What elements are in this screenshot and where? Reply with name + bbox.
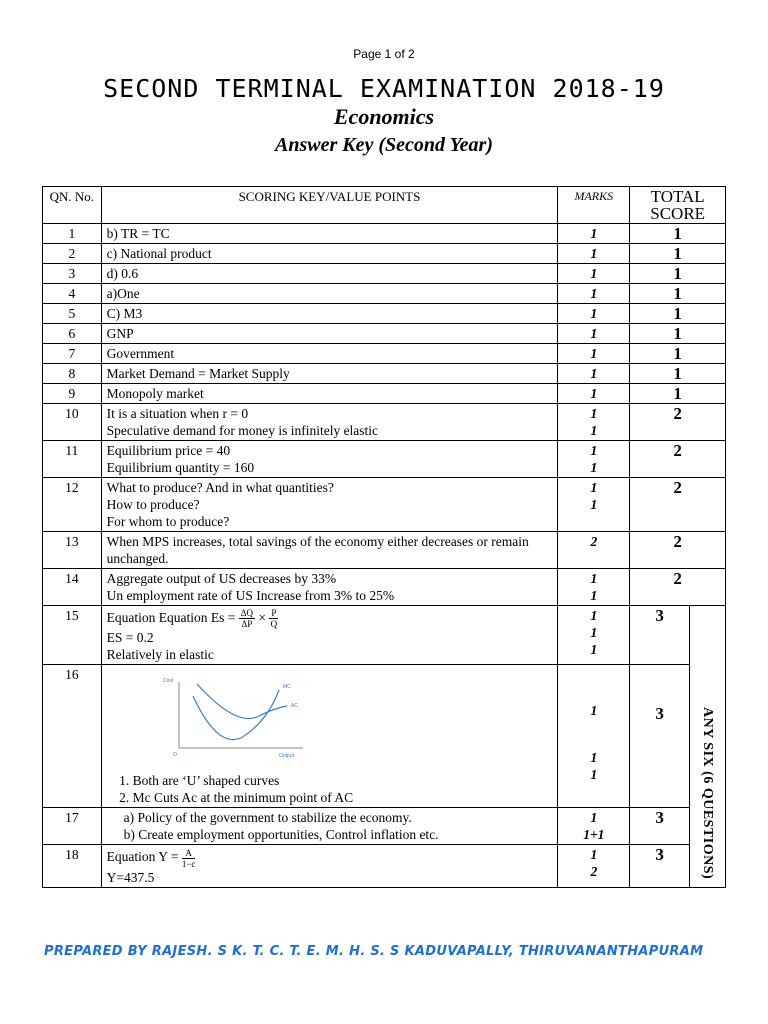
marks-cell <box>558 441 630 478</box>
equation-line <box>107 607 553 629</box>
qn-cell: 5 <box>43 304 102 324</box>
points-cell <box>101 264 558 284</box>
total-cell: 3 <box>630 845 690 887</box>
mark-value: 1 <box>590 326 598 341</box>
table-row <box>43 478 726 532</box>
marks-cell <box>558 344 630 364</box>
points-cell <box>101 845 558 887</box>
total-cell: 2 <box>630 478 726 532</box>
points-cell <box>101 344 558 364</box>
table-row <box>43 384 726 404</box>
any-six-note: ANY SIX (6 QUESTIONS) <box>699 707 715 880</box>
fraction-dq-dp <box>239 608 255 629</box>
mark-value: 1 <box>590 406 598 421</box>
page-number: Page 1 of 2 <box>353 47 415 61</box>
mark-value: 1 <box>590 246 598 261</box>
mark-value: 1 <box>590 847 598 863</box>
table-header-row <box>43 187 726 224</box>
qn-cell: 11 <box>43 441 102 478</box>
marks-cell <box>558 665 630 808</box>
mark-value: 1 <box>590 286 598 301</box>
qn-cell: 3 <box>43 264 102 284</box>
points-cell <box>101 304 558 324</box>
equation-prefix: Equation Equation Es = <box>106 610 239 625</box>
point-line: Equilibrium quantity = 160 <box>106 460 255 475</box>
point-line: Aggregate output of US decreases by 33% <box>106 571 337 586</box>
table-row-16 <box>43 665 726 808</box>
mark-value: 1 <box>590 423 598 438</box>
points-cell <box>101 569 558 606</box>
mark-value: 1 <box>590 226 598 241</box>
point-line: a) Policy of the government to stabilize the economy. <box>123 810 412 826</box>
frac-den: ΔP <box>241 619 253 630</box>
qn-cell: 17 <box>43 808 102 845</box>
marks-cell <box>558 324 630 344</box>
points-cell <box>101 224 558 244</box>
total-cell: 1 <box>630 264 726 284</box>
mark-value: 1 <box>590 608 598 623</box>
point-line: When MPS increases, total savings of the economy either decreases or remain unchanged. <box>106 534 529 566</box>
points-cell <box>101 665 558 808</box>
table-row <box>43 244 726 264</box>
marks-cell <box>558 304 630 324</box>
mark-value: 1+1 <box>583 827 605 843</box>
table-row <box>43 364 726 384</box>
subject-heading: Economics <box>333 104 435 129</box>
fraction-a-over-1-minus-c <box>182 848 196 869</box>
points-cell <box>101 808 558 845</box>
marks-cell <box>558 364 630 384</box>
mark-value: 1 <box>590 497 598 512</box>
qn-cell: 15 <box>43 606 102 665</box>
q16-points-list <box>107 772 553 806</box>
total-cell: 1 <box>630 324 726 344</box>
mark-value: 1 <box>590 386 598 401</box>
marks-cell <box>558 404 630 441</box>
mark-value: 1 <box>590 767 598 783</box>
qn-cell: 2 <box>43 244 102 264</box>
qn-cell: 18 <box>43 845 102 887</box>
total-cell: 1 <box>630 244 726 264</box>
total-cell: 1 <box>630 284 726 304</box>
mark-value: 2 <box>590 864 598 880</box>
point-line: Equilibrium price = 40 <box>106 443 231 458</box>
qn-cell: 13 <box>43 532 102 569</box>
mark-value: 1 <box>590 625 598 640</box>
ac-label: AC <box>290 703 298 710</box>
marks-cell <box>558 569 630 606</box>
total-cell: 2 <box>630 441 726 478</box>
table-row-15 <box>43 606 726 665</box>
total-cell: 1 <box>630 304 726 324</box>
point-line: Relatively in elastic <box>106 647 214 663</box>
qn-cell: 14 <box>43 569 102 606</box>
total-cell: 3 <box>630 606 690 665</box>
mark-value: 1 <box>590 460 598 475</box>
marks-cell <box>558 244 630 264</box>
qn-cell: 1 <box>43 224 102 244</box>
points-cell <box>101 441 558 478</box>
points-cell <box>101 284 558 304</box>
mc-curve <box>193 690 279 740</box>
equation-line <box>107 846 553 868</box>
frac-num: P <box>271 608 277 619</box>
qn-cell: 10 <box>43 404 102 441</box>
marks-cell <box>558 264 630 284</box>
total-cell: 2 <box>630 569 726 606</box>
table-row <box>43 264 726 284</box>
mark-value: 1 <box>590 480 598 495</box>
point-line: a)One <box>106 286 140 301</box>
fraction-p-q <box>269 608 278 629</box>
marks-cell <box>558 284 630 304</box>
table-row <box>43 532 726 569</box>
total-cell: 1 <box>630 224 726 244</box>
mark-value: 1 <box>590 571 598 586</box>
points-cell <box>101 532 558 569</box>
y-axis-label: Cost <box>162 678 173 685</box>
total-cell: 3 <box>630 665 690 808</box>
cost-curves-diagram <box>157 676 307 758</box>
points-cell <box>101 606 558 665</box>
marks-cell <box>558 478 630 532</box>
mark-value: 1 <box>590 266 598 281</box>
points-cell <box>101 404 558 441</box>
list-item: 2. Mc Cuts Ac at the minimum point of AC <box>133 789 553 806</box>
table-row <box>43 284 726 304</box>
table-row-17 <box>43 808 726 845</box>
qn-cell: 8 <box>43 364 102 384</box>
points-cell <box>101 364 558 384</box>
times-sign: × <box>258 610 267 625</box>
mark-value: 1 <box>590 588 598 603</box>
table-row <box>43 569 726 606</box>
x-axis-label: Output <box>278 753 294 759</box>
mark-value: 1 <box>590 703 598 719</box>
origin-label: O <box>172 752 177 759</box>
qn-cell: 7 <box>43 344 102 364</box>
point-line: b) Create employment opportunities, Control inflation etc. <box>123 827 439 843</box>
points-cell <box>101 244 558 264</box>
point-line: Un employment rate of US Increase from 3% to 25% <box>106 588 395 603</box>
point-line: It is a situation when r = 0 <box>106 406 249 421</box>
point-line: For whom to produce? <box>106 514 230 529</box>
frac-num: A <box>182 848 196 859</box>
answer-key-table <box>42 186 726 888</box>
point-line: Monopoly market <box>106 386 204 401</box>
total-cell: 2 <box>630 532 726 569</box>
point-line: Speculative demand for money is infinitely elastic <box>106 423 379 438</box>
total-cell: 3 <box>630 808 690 845</box>
qn-cell: 12 <box>43 478 102 532</box>
total-cell: 1 <box>630 344 726 364</box>
qn-cell: 16 <box>43 665 102 808</box>
marks-cell <box>558 606 630 665</box>
marks-cell <box>558 532 630 569</box>
total-cell: 2 <box>630 404 726 441</box>
table-row <box>43 344 726 364</box>
points-cell <box>101 478 558 532</box>
mark-value: 1 <box>590 810 598 826</box>
points-cell <box>101 324 558 344</box>
table-row <box>43 224 726 244</box>
marks-cell <box>558 224 630 244</box>
point-line: d) 0.6 <box>106 266 139 281</box>
mc-label: MC <box>282 684 291 691</box>
answer-key-subtitle: Answer Key (Second Year) <box>275 134 493 156</box>
qn-cell: 9 <box>43 384 102 404</box>
list-item: 1. Both are ‘U’ shaped curves <box>133 772 553 789</box>
point-line: ES = 0.2 <box>106 630 154 646</box>
mark-value: 1 <box>590 642 598 657</box>
header-total: TOTAL SCORE <box>630 187 726 224</box>
exam-title: SECOND TERMINAL EXAMINATION 2018-19 <box>103 74 665 103</box>
qn-cell: 4 <box>43 284 102 304</box>
qn-cell: 6 <box>43 324 102 344</box>
total-cell: 1 <box>630 384 726 404</box>
header-marks: MARKS <box>558 187 630 224</box>
total-cell: 1 <box>630 364 726 384</box>
frac-num: ΔQ <box>240 608 254 619</box>
table-row <box>43 304 726 324</box>
point-line: Market Demand = Market Supply <box>106 366 290 381</box>
prepared-by-footer: PREPARED BY RAJESH. S K. T. C. T. E. M. H. S. S KADUVAPALLY, THIRUVANANTHAPURAM <box>44 944 704 959</box>
any-six-note-cell <box>689 606 725 888</box>
table-row <box>43 404 726 441</box>
mark-value: 1 <box>590 443 598 458</box>
table-row <box>43 324 726 344</box>
table-row <box>43 441 726 478</box>
frac-den: Q <box>270 619 278 630</box>
point-line: What to produce? And in what quantities? <box>106 480 334 495</box>
mark-value: 2 <box>590 534 598 549</box>
points-cell <box>101 384 558 404</box>
equation-prefix: Equation Y = <box>106 849 182 865</box>
mark-value: 1 <box>590 346 598 361</box>
header-points: SCORING KEY/VALUE POINTS <box>101 187 558 224</box>
point-line: How to produce? <box>106 497 200 512</box>
table-row-18 <box>43 845 726 887</box>
point-line: b) TR = TC <box>106 226 170 241</box>
point-line: Y=437.5 <box>106 869 155 885</box>
point-line: C) M3 <box>106 306 143 321</box>
marks-cell <box>558 384 630 404</box>
point-line: GNP <box>106 326 134 341</box>
point-line: c) National product <box>106 246 212 261</box>
mark-value: 1 <box>590 306 598 321</box>
frac-den: 1−c <box>181 858 196 869</box>
mark-value: 1 <box>590 750 598 766</box>
marks-cell <box>558 845 630 887</box>
marks-cell <box>558 808 630 845</box>
point-line: Government <box>106 346 175 361</box>
mark-value: 1 <box>590 366 598 381</box>
header-qn: QN. No. <box>43 187 102 224</box>
